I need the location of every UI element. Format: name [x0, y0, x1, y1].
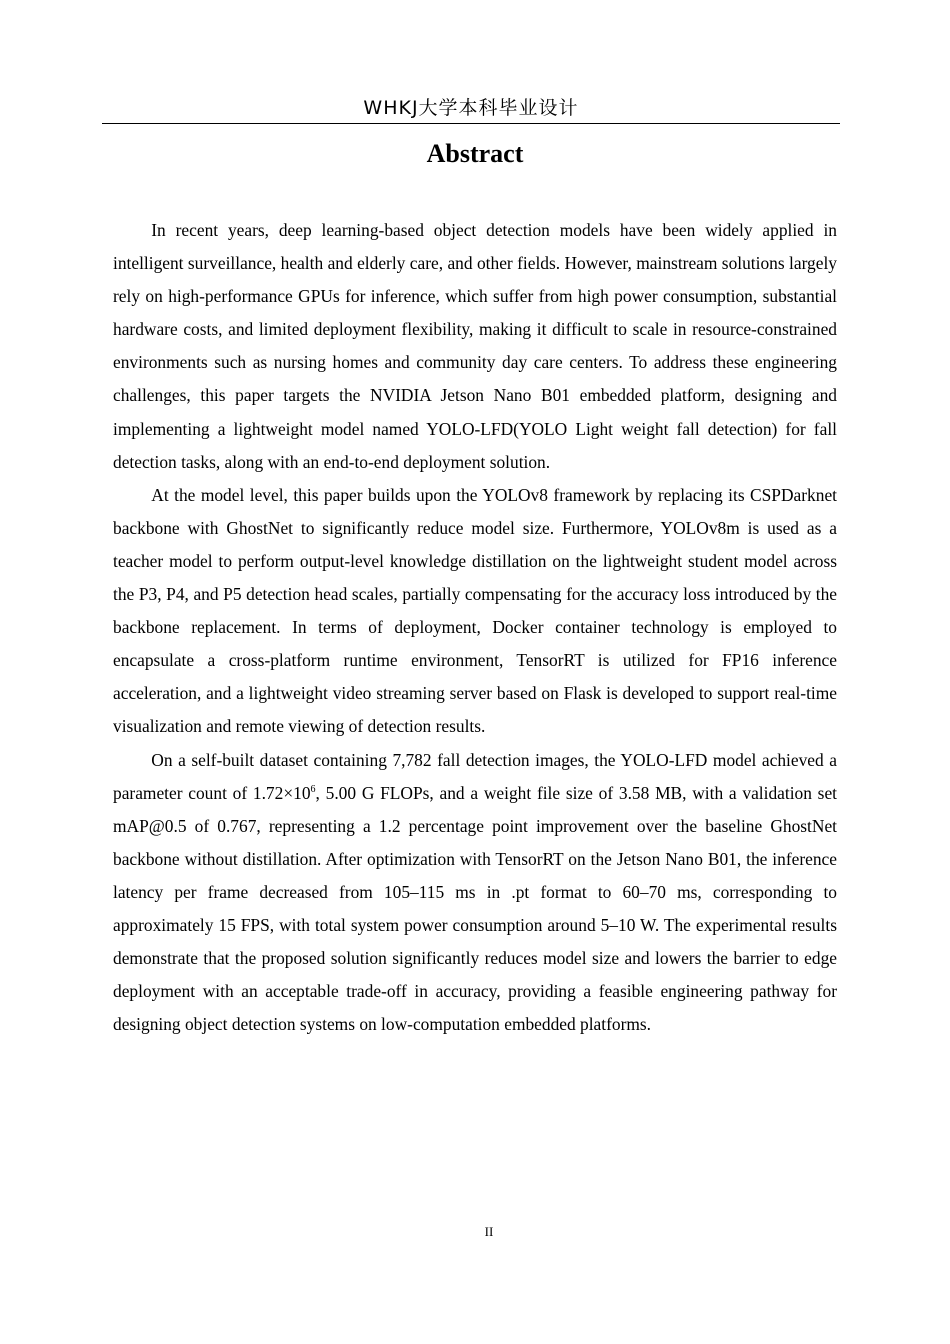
paragraph-text: , 5.00 G FLOPs, and a weight file size of 3.58 MB, with a validation set mAP@0.5 of 0.767, representing a 1.2 percentage point improvement over the baseline GhostNet backbone without distillation. After optimization with TensorRT on the Jetson Nano B01, the inference latency per frame decreased from 105–115 ms in .pt format to 60–70 ms, corresponding to approximately 15 FPS, with total system power consumption around 5–10 W. The experimental results demonstrate that the proposed solution significantly reduces model size and lowers the barrier to edge deployment with an acceptable trade-off in accuracy, providing a feasible engineering pathway for designing object detection systems on low-computation embedded platforms. — [113, 782, 837, 1035]
abstract-paragraph-3 — [113, 744, 837, 1042]
paragraph-text: On a self-built dataset containing 7,782 fall detection images, the YOLO-LFD model achieved a parameter count of 1.72×10 — [113, 749, 837, 803]
paragraph-text: At the model level, this paper builds upon the YOLOv8 framework by replacing its CSPDarknet backbone with GhostNet to significantly reduce model size. Furthermore, YOLOv8m is used as a teacher model to perform output-level knowledge distillation on the lightweight student model across the P3, P4, and P5 detection head scales, partially compensating for the accuracy loss introduced by the backbone replacement. In terms of deployment, Docker container technology is employed to encapsulate a cross-platform runtime environment, TensorRT is utilized for FP16 inference acceleration, and a lightweight video streaming server based on Flask is developed to support real-time visualization and remote viewing of detection results. — [113, 484, 837, 737]
exponent-superscript: 6 — [310, 783, 316, 795]
page-number: II — [484, 1224, 494, 1239]
running-header — [102, 94, 840, 124]
abstract-paragraph-2 — [113, 479, 837, 744]
abstract-title: Abstract — [426, 139, 524, 168]
abstract-paragraph-1 — [113, 214, 837, 479]
running-header-text: WHKJ大学本科毕业设计 — [363, 97, 579, 119]
paragraph-text: In recent years, deep learning-based object detection models have been widely applied in intelligent surveillance, health and elderly care, and other fields. However, mainstream solutions largely rely on high-performance GPUs for inference, which suffer from high power consumption, substantial hardware costs, and limited deployment flexibility, making it difficult to scale in resource-constrained environments such as nursing homes and community day care centers. To address these engineering challenges, this paper targets the NVIDIA Jetson Nano B01 embedded platform, designing and implementing a lightweight model named YOLO-LFD(YOLO Light weight fall detection) for fall detection tasks, along with an end-to-end deployment solution. — [113, 220, 837, 472]
abstract-body — [113, 214, 837, 1041]
